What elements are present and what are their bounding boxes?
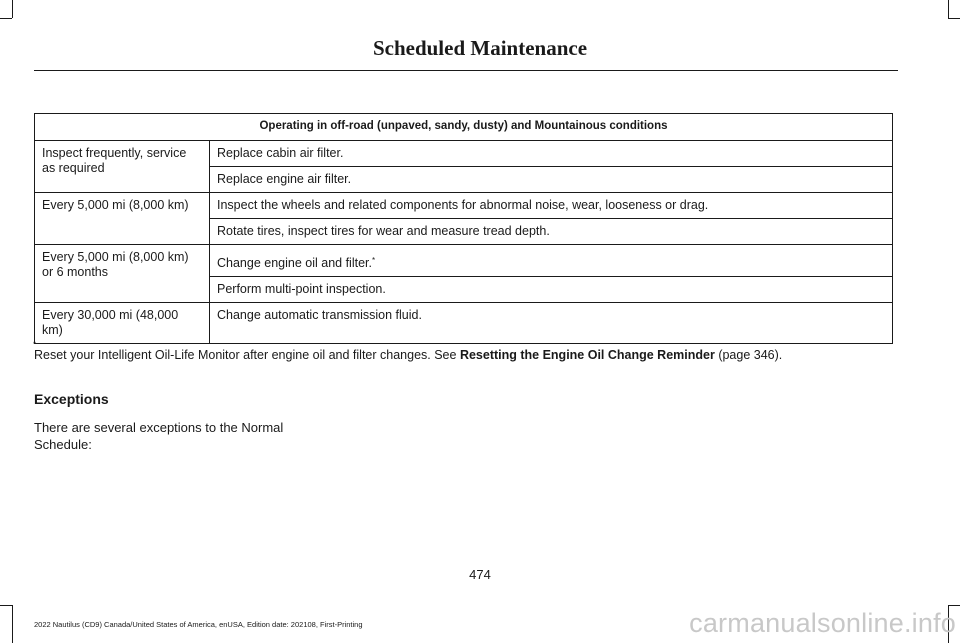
crop-mark — [12, 0, 13, 18]
task-cell — [210, 245, 893, 277]
task-cell: Rotate tires, inspect tires for wear and measure tread depth. — [210, 219, 893, 245]
table-footnote — [33, 340, 783, 362]
edition-footer: 2022 Nautilus (CD9) Canada/United States of America, enUSA, Edition date: 202108, First-Printing — [34, 620, 363, 629]
task-text: Change engine oil and filter. — [217, 256, 372, 270]
crop-mark — [948, 605, 960, 606]
page-title: Scheduled Maintenance — [372, 36, 588, 60]
crop-mark — [0, 18, 12, 19]
table-row — [35, 141, 893, 167]
table-caption-row — [35, 114, 893, 141]
title-divider — [34, 70, 898, 71]
footnote-text: Reset your Intelligent Oil-Life Monitor after engine oil and filter changes. See — [34, 348, 460, 362]
crop-mark — [948, 0, 949, 18]
page-number: 474 — [469, 567, 491, 582]
crop-mark — [12, 605, 13, 643]
crop-mark — [0, 605, 12, 606]
table-row — [35, 245, 893, 277]
page-reference: (page 346). — [714, 348, 783, 362]
maintenance-table — [34, 113, 893, 344]
task-cell: Inspect the wheels and related components for abnormal noise, wear, looseness or drag. — [210, 193, 893, 219]
table-caption: Operating in off-road (unpaved, sandy, dusty) and Mountainous conditions — [35, 114, 893, 141]
section-heading: Exceptions — [34, 391, 109, 407]
table-row — [35, 303, 893, 344]
table-row — [35, 193, 893, 219]
footnote-marker: * — [33, 340, 37, 349]
task-cell: Perform multi-point inspection. — [210, 277, 893, 303]
watermark: carmanualsonline.info — [689, 608, 956, 638]
task-cell: Change automatic transmission fluid. — [210, 303, 893, 344]
interval-cell: Every 5,000 mi (8,000 km) — [35, 193, 210, 245]
crop-mark — [948, 18, 960, 19]
cross-reference-link[interactable]: Resetting the Engine Oil Change Reminder — [459, 348, 715, 362]
body-paragraph: There are several exceptions to the Normal Schedule: — [34, 420, 284, 452]
task-cell: Replace engine air filter. — [210, 167, 893, 193]
interval-cell: Every 5,000 mi (8,000 km) or 6 months — [35, 245, 210, 303]
task-cell: Replace cabin air filter. — [210, 141, 893, 167]
footnote-marker: * — [371, 256, 376, 265]
interval-cell: Inspect frequently, service as required — [35, 141, 210, 193]
interval-cell: Every 30,000 mi (48,000 km) — [35, 303, 210, 344]
